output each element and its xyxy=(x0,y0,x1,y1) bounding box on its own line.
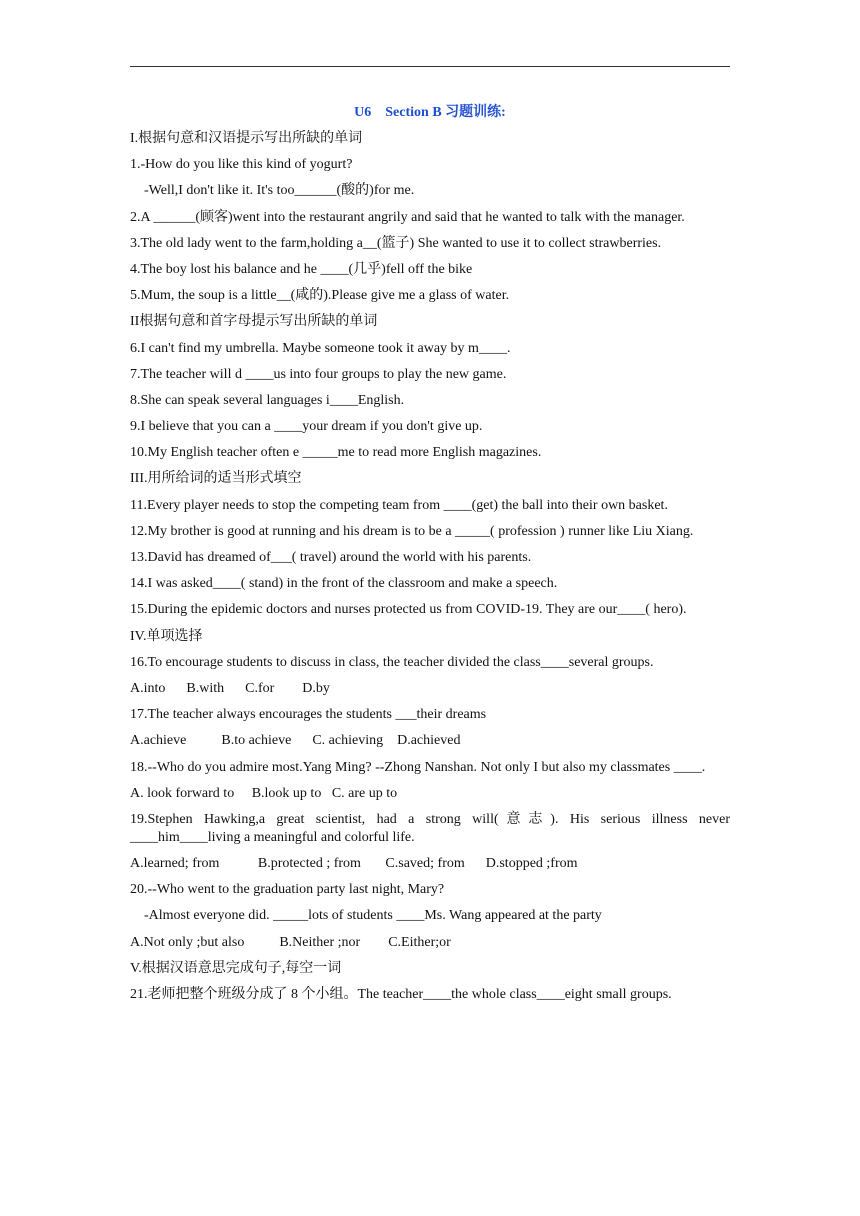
question-line: 18.--Who do you admire most.Yang Ming? --Zhong Nanshan. Not only I but also my classmates ____. xyxy=(130,759,706,775)
document-title: U6 Section B 习题训练: xyxy=(354,105,506,120)
question-line: 2.A ______(顾客)went into the restaurant angrily and said that he wanted to talk with the manager. xyxy=(130,209,685,225)
question-line: 20.--Who went to the graduation party last night, Mary? xyxy=(130,882,445,898)
question-line: 9.I believe that you can a ____your dream if you don't give up. xyxy=(130,419,483,435)
section-heading: II根据句意和首字母提示写出所缺的单词 xyxy=(130,314,378,330)
header-rule xyxy=(130,66,730,67)
document-page xyxy=(130,0,734,1216)
options-line: A.achieve B.to achieve C. achieving D.achieved xyxy=(130,733,461,749)
question-line: 21.老师把整个班级分成了 8 个小组。The teacher____the whole class____eight small groups. xyxy=(130,987,672,1002)
options-line: A.Not only ;but also B.Neither ;nor C.Either;or xyxy=(130,934,451,950)
section-heading: V.根据汉语意思完成句子,每空一词 xyxy=(130,960,342,976)
answer-line: -Well,I don't like it. It's too______(酸的)for me. xyxy=(144,183,415,199)
question-line: 15.During the epidemic doctors and nurses protected us from COVID-19. They are our____( hero). xyxy=(130,602,687,618)
question-line: 3.The old lady went to the farm,holding a__(篮子) She wanted to use it to collect strawberries. xyxy=(130,235,662,251)
options-line: A.into B.with C.for D.by xyxy=(130,680,330,696)
question-line: 14.I was asked____( stand) in the front of the classroom and make a speech. xyxy=(130,576,558,592)
answer-line: -Almost everyone did. _____lots of students ____Ms. Wang appeared at the party xyxy=(144,908,602,924)
question-line: 12.My brother is good at running and his dream is to be a _____( profession ) runner like Liu Xiang. xyxy=(130,523,694,539)
options-line: A.learned; from B.protected ; from C.saved; from D.stopped ;from xyxy=(130,856,578,872)
section-heading: III.用所给词的适当形式填空 xyxy=(130,471,302,487)
exercise-content xyxy=(130,104,734,1012)
question-line: 1.-How do you like this kind of yogurt? xyxy=(130,157,353,173)
question-line: 10.My English teacher often e _____me to read more English magazines. xyxy=(130,445,542,461)
question-line: 17.The teacher always encourages the students ___their dreams xyxy=(130,707,487,723)
question-line: 5.Mum, the soup is a little__(咸的).Please give me a glass of water. xyxy=(130,288,510,304)
question-line: 11.Every player needs to stop the competing team from ____(get) the ball into their own basket. xyxy=(130,497,668,513)
question-line: 8.She can speak several languages i____English. xyxy=(130,392,405,408)
section-heading: I.根据句意和汉语提示写出所缺的单词 xyxy=(130,131,363,146)
question-line: 6.I can't find my umbrella. Maybe someone took it away by m____. xyxy=(130,340,511,356)
section-heading: IV.单项选择 xyxy=(130,628,203,644)
question-line: 16.To encourage students to discuss in class, the teacher divided the class____several groups. xyxy=(130,654,654,670)
question-line: 7.The teacher will d ____us into four groups to play the new game. xyxy=(130,366,507,382)
question-line: 4.The boy lost his balance and he ____(几乎)fell off the bike xyxy=(130,261,473,277)
question-line: 19.Stephen Hawking,a great scientist, had a strong will(意志). His serious illness never ____him____living a meaningful and colorful life. xyxy=(130,811,734,845)
options-line: A. look forward to B.look up to C. are up to xyxy=(130,785,398,801)
question-line: 13.David has dreamed of___( travel) around the world with his parents. xyxy=(130,550,532,565)
exercise-lines xyxy=(130,130,734,1004)
